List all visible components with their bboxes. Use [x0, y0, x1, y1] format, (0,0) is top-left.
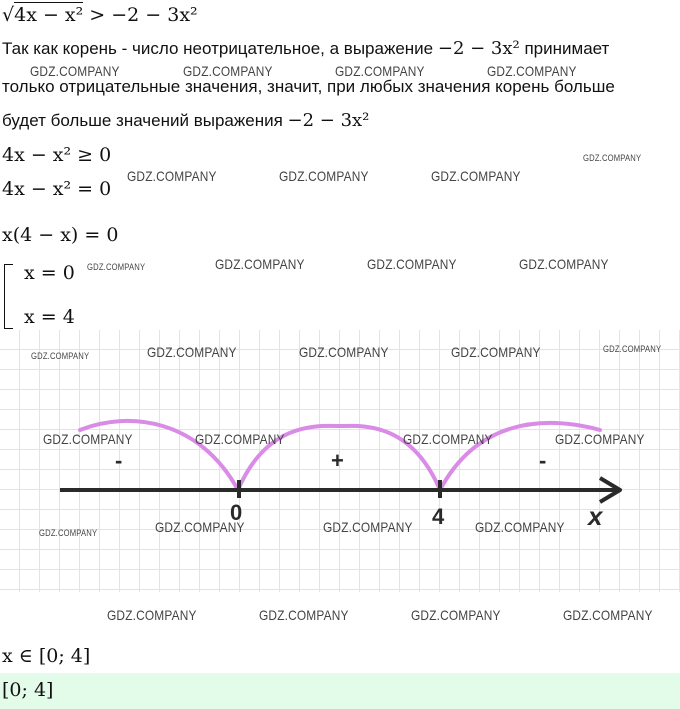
- equation-step: 4x − x² = 0: [2, 178, 112, 200]
- watermark: GDZ.COMPANY: [323, 519, 413, 535]
- expression-inline: −2 − 3x²: [287, 110, 370, 131]
- watermark: GDZ.COMPANY: [39, 528, 98, 538]
- watermark: GDZ.COMPANY: [403, 431, 493, 447]
- sign-middle: +: [331, 448, 344, 473]
- root-2: x = 4: [24, 306, 75, 328]
- watermark: GDZ.COMPANY: [555, 431, 645, 447]
- expression-inline: −2 − 3x²: [437, 38, 520, 59]
- watermark: GDZ.COMPANY: [195, 431, 285, 447]
- watermark: GDZ.COMPANY: [583, 153, 642, 163]
- watermark: GDZ.COMPANY: [299, 344, 389, 360]
- watermark: GDZ.COMPANY: [367, 256, 457, 272]
- watermark: GDZ.COMPANY: [563, 607, 653, 623]
- watermark: GDZ.COMPANY: [183, 63, 273, 79]
- number-line-svg: [0, 330, 680, 592]
- watermark: GDZ.COMPANY: [87, 262, 146, 272]
- watermark: GDZ.COMPANY: [475, 519, 565, 535]
- system-bracket: [4, 264, 13, 329]
- sqrt-sign: √: [2, 4, 15, 26]
- watermark: GDZ.COMPANY: [155, 519, 245, 535]
- watermark: GDZ.COMPANY: [147, 344, 237, 360]
- watermark: GDZ.COMPANY: [107, 607, 197, 623]
- watermark: GDZ.COMPANY: [411, 607, 501, 623]
- watermark: GDZ.COMPANY: [335, 63, 425, 79]
- watermark: GDZ.COMPANY: [127, 168, 217, 184]
- label-point-4: 4: [432, 504, 445, 529]
- sqrt-radicand: 4x − x²: [14, 4, 84, 26]
- inequality-original: [2, 4, 198, 26]
- watermark: GDZ.COMPANY: [431, 168, 521, 184]
- sign-left: -: [115, 448, 123, 473]
- watermark: GDZ.COMPANY: [259, 607, 349, 623]
- watermark: GDZ.COMPANY: [603, 344, 662, 354]
- root-1: x = 0: [24, 262, 75, 284]
- watermark: GDZ.COMPANY: [30, 63, 120, 79]
- explanation-line-1: [2, 38, 609, 59]
- explanation-line-3: [2, 110, 369, 131]
- axis-label-x: x: [588, 501, 603, 531]
- watermark: GDZ.COMPANY: [451, 344, 541, 360]
- solution-set: x ∈ [0; 4]: [2, 645, 91, 667]
- answer-box: [0, 673, 680, 709]
- watermark: GDZ.COMPANY: [487, 63, 577, 79]
- watermark: GDZ.COMPANY: [279, 168, 369, 184]
- watermark: GDZ.COMPANY: [519, 256, 609, 272]
- watermark: GDZ.COMPANY: [31, 351, 90, 361]
- explanation-text: будет больше значений выражения: [2, 111, 288, 130]
- inequality-rhs: > −2 − 3x²: [83, 4, 198, 26]
- watermark: GDZ.COMPANY: [215, 256, 305, 272]
- explanation-line-2: только отрицательные значения, значит, при любых значения корень больше: [2, 77, 615, 96]
- explanation-text: Так как корень - число неотрицательное, а выражение: [2, 39, 438, 58]
- factored-equation: x(4 − x) = 0: [2, 224, 119, 246]
- label-point-0: 0: [230, 500, 243, 525]
- sign-right: -: [539, 448, 547, 473]
- watermark: GDZ.COMPANY: [43, 431, 133, 447]
- inequality-step: 4x − x² ≥ 0: [2, 144, 112, 166]
- explanation-text: принимает: [519, 39, 610, 58]
- number-line-graph: [0, 330, 680, 592]
- answer-value: [0; 4]: [2, 679, 54, 701]
